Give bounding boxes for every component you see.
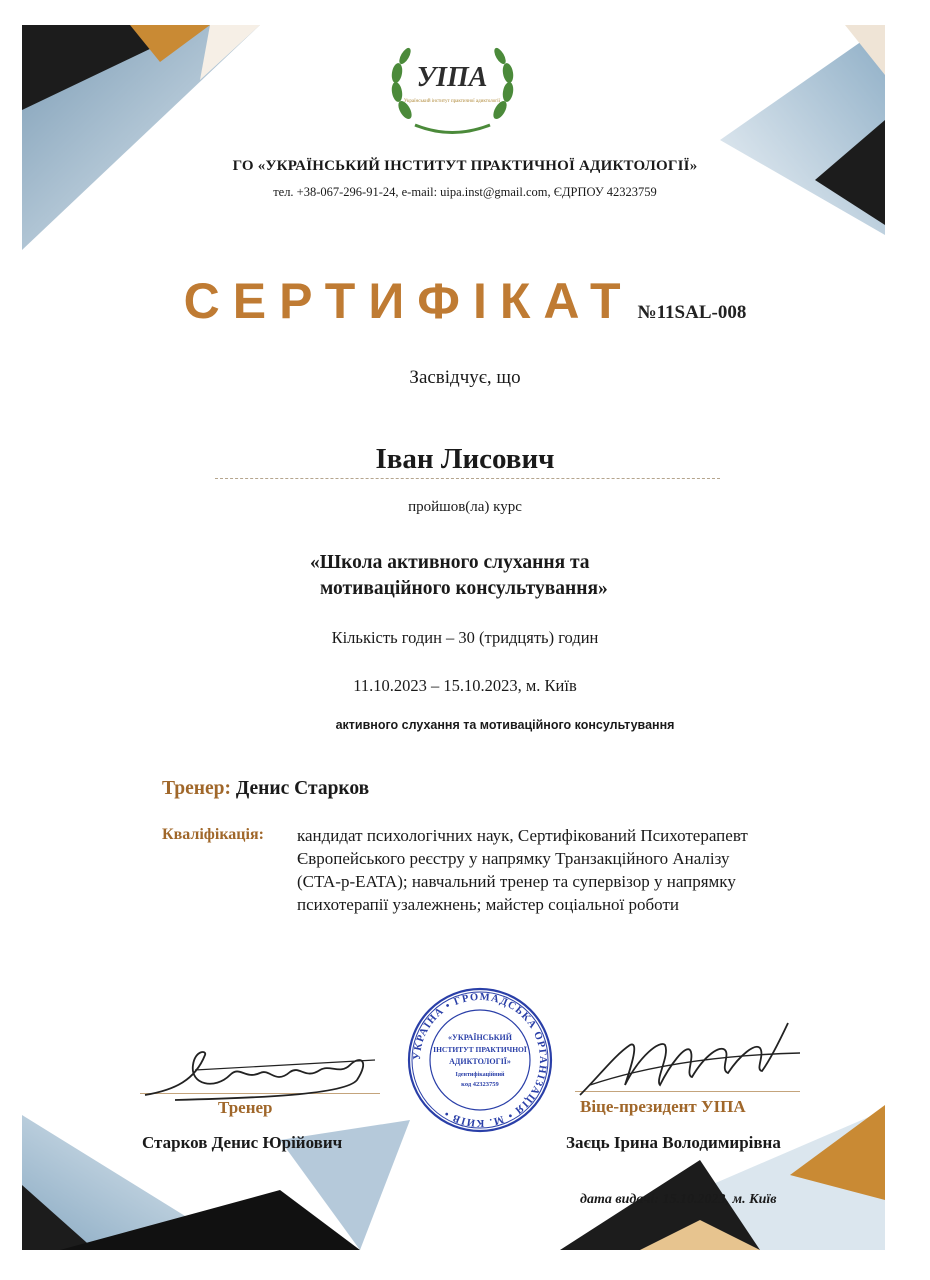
- certificate-number: №11SAL-008: [637, 302, 747, 323]
- logo-emblem: [385, 40, 520, 140]
- course-name: [310, 550, 608, 602]
- certificate-title: СЕРТИФІКАТ: [183, 273, 634, 329]
- trainer-row: [162, 778, 369, 800]
- left-signer-name: Старков Денис Юрійович: [142, 1133, 343, 1152]
- name-underline: [215, 478, 720, 479]
- left-signer-role: Тренер: [218, 1098, 273, 1117]
- organization-stamp: [405, 985, 555, 1135]
- stamp-outer-text: УКРАЇНА • ГРОМАДСЬКА ОРГАНІЗАЦІЯ • М. КИЇВ •: [411, 991, 549, 1129]
- logo-tagline: Український інститут практичної адиктології: [403, 99, 501, 104]
- course-name-line-2: мотиваційного консультування»: [320, 578, 608, 599]
- right-signature-image: [570, 1015, 810, 1110]
- trainer-label: Тренер:: [162, 778, 231, 799]
- course-dates: 11.10.2023 – 15.10.2023, м. Київ: [353, 676, 577, 695]
- issue-date: дата видачі: 15.10.2023, м. Київ: [580, 1192, 777, 1207]
- completed-course-text: пройшов(ла) курс: [408, 499, 522, 515]
- stamp-center-line: код 42323759: [461, 1081, 499, 1088]
- certificate-heading: [0, 272, 930, 330]
- logo-abbr: УІПА: [416, 62, 488, 93]
- stamp-center-line: АДИКТОЛОГІЇ»: [449, 1057, 511, 1066]
- stamp-center-line: ІНСТИТУТ ПРАКТИЧНОЇ: [433, 1045, 527, 1054]
- qualification-line: (CTA-p-EATA); навчальний тренер та супервізор у напрямку: [297, 872, 736, 891]
- qualification-line: психотерапії узалежнень; майстер соціальної роботи: [297, 895, 679, 914]
- qualification-label: Кваліфікація:: [162, 826, 264, 843]
- right-signer-role: Віце-президент УІПА: [580, 1097, 746, 1116]
- organization-name: ГО «УКРАЇНСЬКИЙ ІНСТИТУТ ПРАКТИЧНОЇ АДИКТОЛОГІЇ»: [232, 158, 698, 174]
- top-right-corner-decoration: [720, 25, 885, 235]
- organization-contacts: тел. +38-067-296-91-24, e-mail: uipa.inst@gmail.com, ЄДРПОУ 42323759: [273, 185, 657, 199]
- stamp-center-line: Ідентифікаційний: [455, 1072, 505, 1078]
- qualification-text: [297, 824, 857, 916]
- recipient-name: Іван Лисович: [375, 443, 555, 475]
- bottom-right-corner-decoration: [560, 1105, 885, 1250]
- course-subtitle: активного слухання та мотиваційного консультування: [335, 718, 675, 732]
- qualification-line: Європейського реєстру у напрямку Транзакційного Аналізу: [297, 849, 730, 868]
- trainer-name: Денис Старков: [235, 778, 370, 799]
- right-signer-name: Заєць Ірина Володимирівна: [566, 1133, 781, 1152]
- course-hours: Кількість годин – 30 (тридцять) годин: [331, 628, 599, 647]
- qualification-line: кандидат психологічних наук, Сертифікований Психотерапевт: [297, 826, 748, 845]
- top-left-corner-decoration: [22, 25, 260, 250]
- stamp-center-line: «УКРАЇНСЬКИЙ: [448, 1033, 512, 1042]
- course-name-line-1: «Школа активного слухання та: [310, 552, 590, 573]
- certifies-text: Засвідчує, що: [409, 367, 521, 388]
